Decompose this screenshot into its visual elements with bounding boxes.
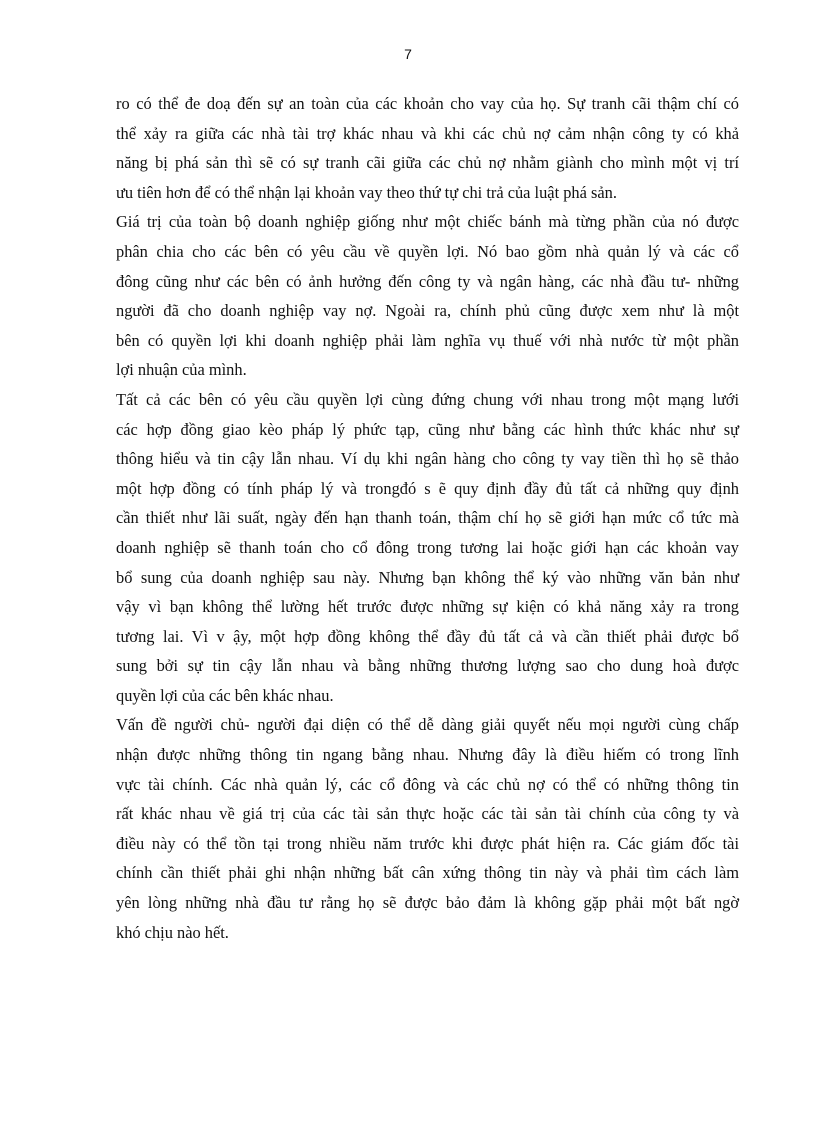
- paragraph-2: [116, 207, 739, 385]
- text-line: Tất cả các bên có yêu cầu quyền lợi cùng đứng chung với nhau trong một mạng lưới: [116, 389, 739, 409]
- text-line: đông cũng như các bên có ảnh hưởng đến công ty và ngân hàng, các nhà đầu tư- những: [116, 271, 739, 291]
- text-line: phân chia cho các bên có yêu cầu về quyền lợi. Nó bao gồm nhà quản lý và các cổ: [116, 241, 739, 261]
- paragraph-4: [116, 710, 739, 947]
- text-line: Giá trị của toàn bộ doanh nghiệp giống như một chiếc bánh mà từng phần của nó được: [116, 212, 739, 232]
- text-line: sung bởi sự tin cậy lẫn nhau và bằng những thương lượng sao cho dung hoà được: [116, 656, 739, 676]
- paragraph-3: [116, 385, 739, 711]
- text-line: các hợp đồng giao kèo pháp lý phức tạp, cũng như bằng các hình thức khác như sự: [116, 419, 739, 439]
- text-line: lợi nhuận của mình.: [116, 360, 247, 380]
- text-line: quyền lợi của các bên khác nhau.: [116, 685, 334, 705]
- text-line: khó chịu nào hết.: [116, 922, 229, 942]
- text-line: vậy vì bạn không thể lường hết trước được những sự kiện có khả năng xảy ra trong: [116, 597, 739, 617]
- text-line: Vấn đề người chủ- người đại diện có thể dễ dàng giải quyết nếu mọi người cùng chấp: [116, 715, 739, 735]
- text-line: doanh nghiệp sẽ thanh toán cho cổ đông trong tương lai hoặc giới hạn các khoản vay: [116, 537, 739, 557]
- text-line: chính cần thiết phải ghi nhận những bất cân xứng thông tin này và phải tìm cách làm: [116, 863, 739, 883]
- text-line: ưu tiên hơn để có thể nhận lại khoản vay theo thứ tự chi trả của luật phá sản.: [116, 182, 617, 202]
- text-line: nhận được những thông tin ngang bằng nhau. Nhưng đây là điều hiếm có trong lĩnh: [116, 745, 739, 765]
- text-line: bên có quyền lợi khi doanh nghiệp phải làm nghĩa vụ thuế với nhà nước từ một phần: [116, 330, 739, 350]
- text-line: thông hiểu và tin cậy lẫn nhau. Ví dụ khi ngân hàng cho công ty vay tiền thì họ sẽ thảo: [116, 449, 739, 469]
- text-line: thể xảy ra giữa các nhà tài trợ khác nhau và khi các chủ nợ cảm nhận công ty có khả: [116, 123, 739, 143]
- text-line: rất khác nhau về giá trị của các tài sản thực hoặc các tài sản tài chính của công ty và: [116, 804, 739, 824]
- text-line: ro có thể đe doạ đến sự an toàn của các khoản cho vay của họ. Sự tranh cãi thậm chí có: [116, 94, 739, 113]
- text-line: người đã cho doanh nghiệp vay nợ. Ngoài ra, chính phủ cũng được xem như là một: [116, 301, 739, 321]
- paragraph-1: [116, 89, 739, 207]
- text-line: yên lòng những nhà đầu tư rằng họ sẽ được bảo đảm là không gặp phải một bất ngờ: [116, 893, 739, 913]
- body-text: [116, 89, 739, 947]
- text-line: một hợp đồng có tính pháp lý và trongđó s ẽ quy định đầy đủ tất cả những quy định: [116, 478, 739, 498]
- text-line: bổ sung của doanh nghiệp sau này. Nhưng bạn không thể ký vào những văn bản như: [116, 567, 739, 587]
- text-line: cần thiết như lãi suất, ngày đến hạn thanh toán, thậm chí họ sẽ giới hạn mức cổ tức mà: [116, 508, 739, 528]
- text-line: tương lai. Vì v ậy, một hợp đồng không thể đầy đủ tất cả và cần thiết phải được bổ: [116, 626, 739, 646]
- text-line: điều này có thể tồn tại trong nhiều năm trước khi được phát hiện ra. Các giám đốc tài: [116, 833, 739, 853]
- text-line: vực tài chính. Các nhà quản lý, các cổ đông và các chủ nợ có thể có những thông tin: [116, 774, 739, 794]
- text-line: năng bị phá sản thì sẽ có sự tranh cãi giữa các chủ nợ nhằm giành cho mình một vị trí: [116, 153, 739, 173]
- page-number: 7: [404, 46, 412, 62]
